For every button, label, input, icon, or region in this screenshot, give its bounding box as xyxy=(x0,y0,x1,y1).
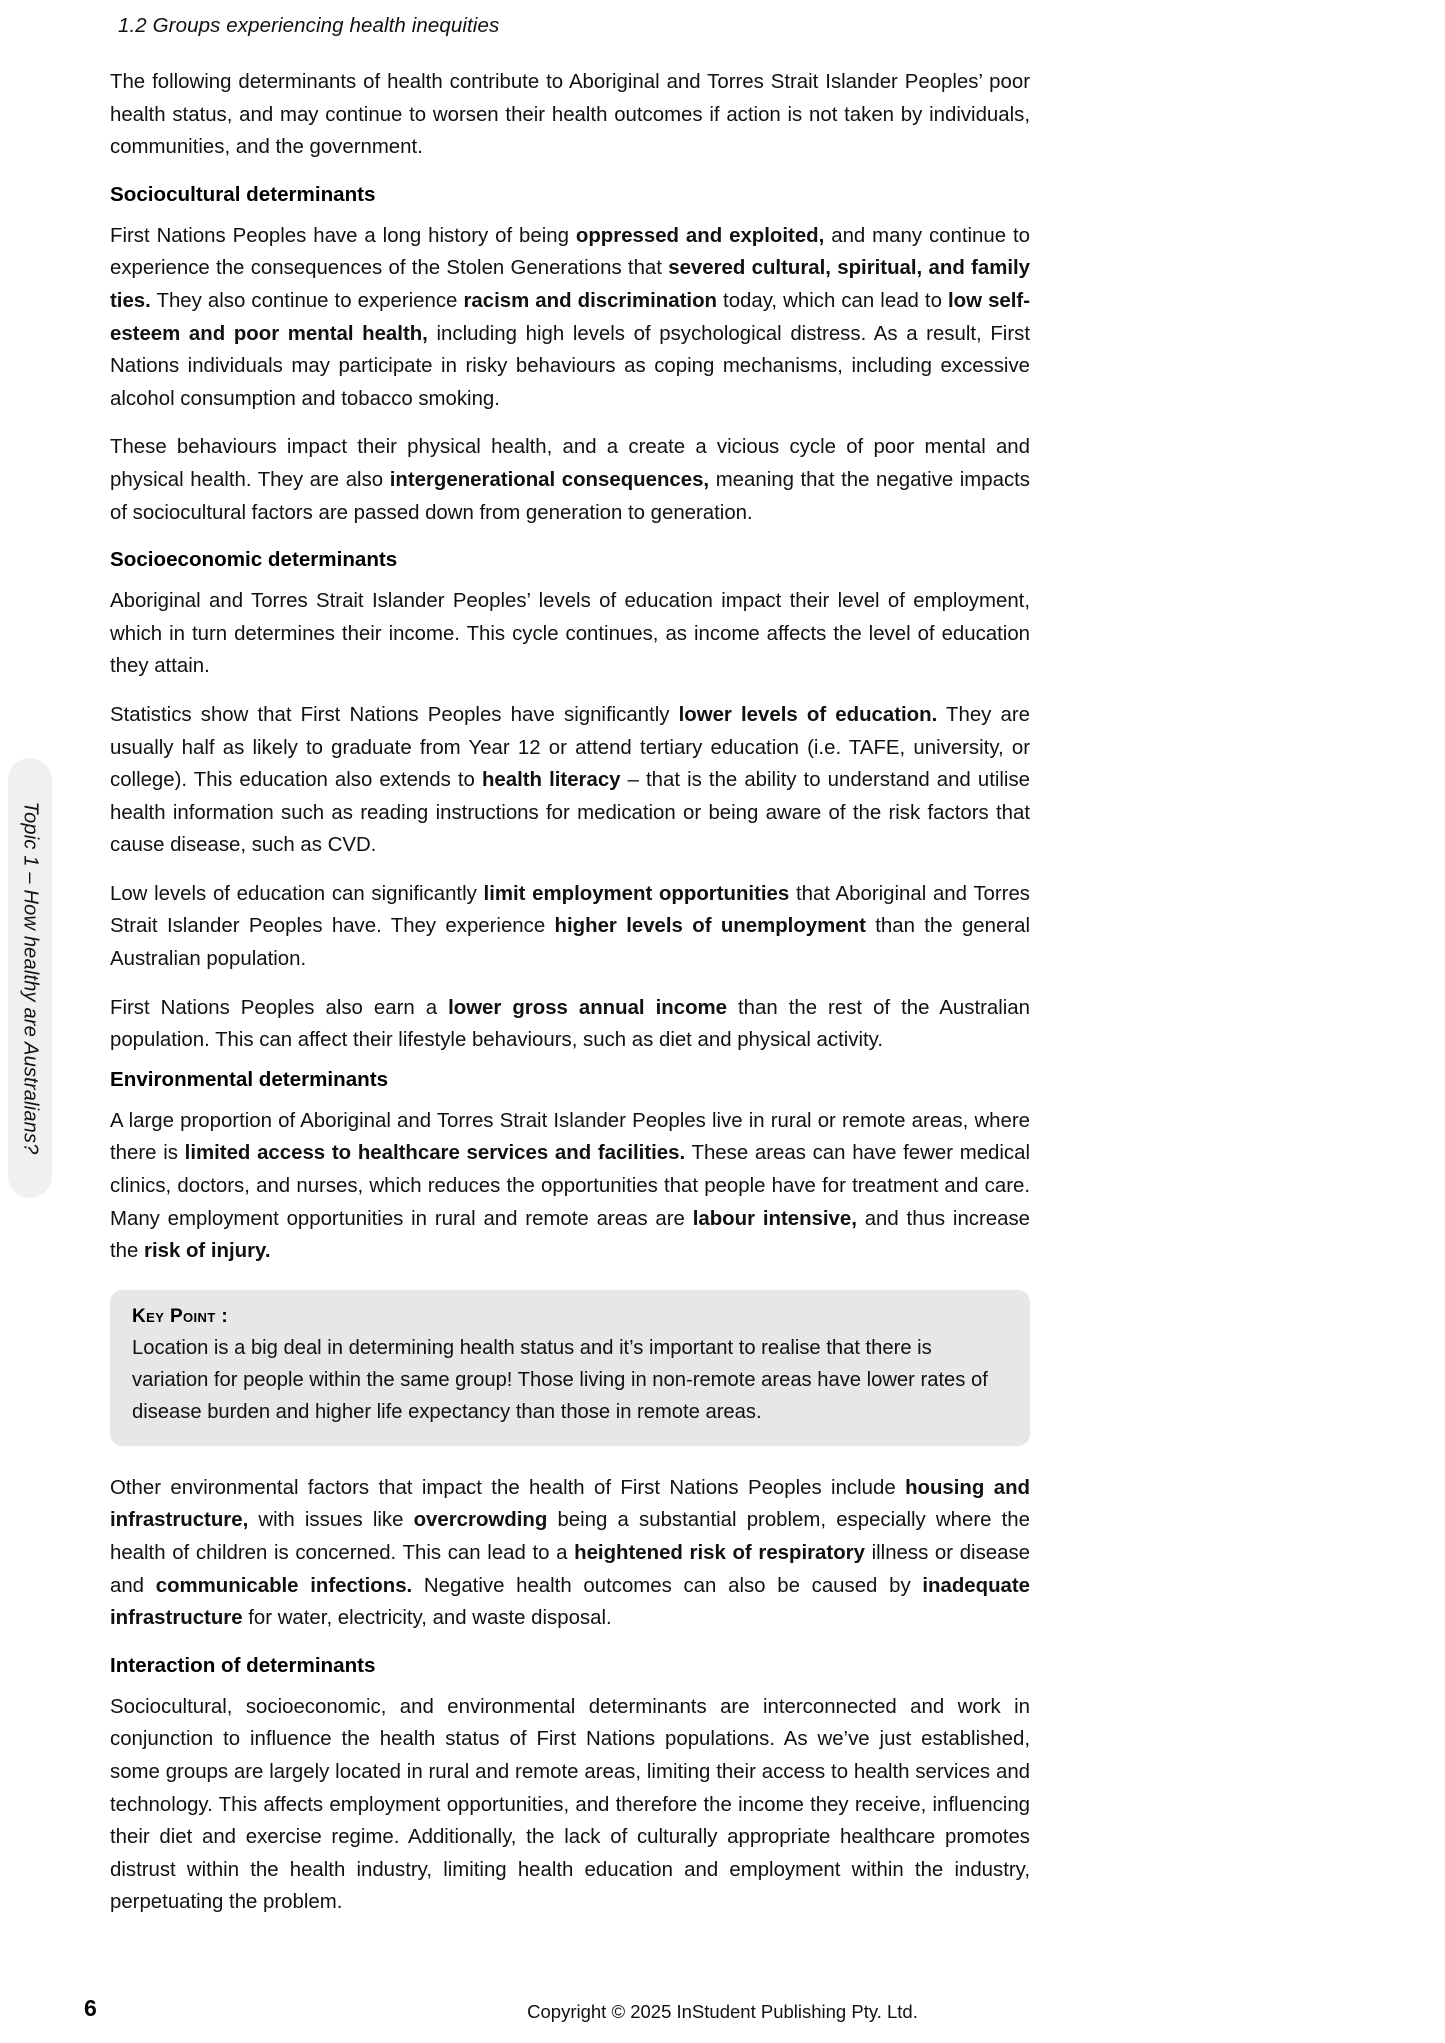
key-point-title: Key Point : xyxy=(132,1305,229,1327)
bold-run: intergenerational consequences, xyxy=(389,468,710,491)
heading-sociocultural-determinants: Sociocultural determinants xyxy=(110,182,376,206)
text-run: than the rest of the Australian population. This can affect their lifestyle behaviours, such as diet and physical activity. xyxy=(110,996,1030,1052)
socioeconomic-paragraph-2 xyxy=(110,699,1030,862)
text-run: Statistics show that First Nations Peoples have significantly xyxy=(110,703,679,726)
text-run: Other environmental factors that impact the health of First Nations Peoples include xyxy=(110,1476,906,1499)
text-run: and thus increase the xyxy=(110,1207,1030,1263)
footer-copyright: Copyright © 2025 InStudent Publishing Pty. Ltd. xyxy=(527,2001,918,2022)
environmental-paragraph-2 xyxy=(110,1472,1030,1635)
heading-interaction-of-determinants: Interaction of determinants xyxy=(110,1653,376,1677)
text-run: – that is the ability to understand and utilise health information such as reading instructions for medication or being aware of the risk factors that cause disease, such as CVD. xyxy=(110,769,1030,857)
topic-side-tab xyxy=(8,758,52,1198)
text-run: being a substantial problem, especially where the health of children is concerned. This can lead to a xyxy=(110,1509,1030,1564)
bold-run: oppressed and exploited, xyxy=(575,224,825,247)
text-run: than the general Australian population. xyxy=(110,915,1030,971)
heading-environmental-determinants: Environmental determinants xyxy=(110,1067,389,1091)
text-run: Aboriginal and Torres Strait Islander Peoples’ levels of education impact their level of employment, which in turn determines their income. This cycle continues, as income affects the level of education they attain. xyxy=(110,590,1030,678)
bold-run: heightened risk of respiratory xyxy=(574,1542,865,1564)
text-run: These areas can have fewer medical clinics, doctors, and nurses, which reduces the opportunities that people have for treatment and care. Many employment opportunities in rural and remote areas are xyxy=(110,1142,1030,1230)
bold-run: limit employment opportunities xyxy=(483,882,790,905)
text-run: that Aboriginal and Torres Strait Islander Peoples have. They experience xyxy=(110,882,1030,938)
bold-run: lower gross annual income xyxy=(448,996,727,1019)
bold-run: overcrowding xyxy=(413,1509,548,1532)
bold-run: communicable infections. xyxy=(155,1574,413,1597)
interaction-paragraph-1 xyxy=(110,1691,1030,1919)
page-content xyxy=(110,66,1030,1935)
text-run: They are usually half as likely to graduate from Year 12 or attend tertiary education (i.e. TAFE, university, or college). This education also extends to xyxy=(110,703,1031,792)
socioeconomic-paragraph-1 xyxy=(110,585,1030,683)
text-run: for water, electricity, and waste disposal. xyxy=(242,1607,612,1630)
bold-run: low self-esteem and poor mental health, xyxy=(110,289,1030,345)
bold-run: labour intensive, xyxy=(692,1207,857,1230)
bold-run: racism and discrimination xyxy=(463,289,717,312)
sociocultural-paragraph-1 xyxy=(110,220,1030,416)
text-run: including high levels of psychological distress. As a result, First Nations individuals may participate in risky behaviours as coping mechanisms, including excessive alcohol consumption and tobacco smoking. xyxy=(110,322,1030,410)
text-run: First Nations Peoples also earn a xyxy=(110,996,449,1019)
bold-run: inadequate infrastructure xyxy=(110,1574,1031,1630)
bold-run: lower levels of education. xyxy=(678,703,938,726)
socioeconomic-paragraph-3 xyxy=(110,878,1030,976)
environmental-paragraph-1 xyxy=(110,1105,1030,1268)
heading-socioeconomic-determinants: Socioeconomic determinants xyxy=(110,548,398,572)
text-run: First Nations Peoples have a long history of being xyxy=(110,224,576,247)
text-run: and many continue to experience the consequences of the Stolen Generations that xyxy=(110,224,1030,280)
topic-side-tab-label: Topic 1 – How healthy are Australians? xyxy=(19,801,42,1155)
socioeconomic-paragraph-4 xyxy=(110,992,1030,1057)
text-run: meaning that the negative impacts of sociocultural factors are passed down from generation to generation. xyxy=(110,468,1031,524)
text-run: Negative health outcomes can also be caused by xyxy=(412,1574,923,1597)
text-run: A large proportion of Aboriginal and Torres Strait Islander Peoples live in rural or remote areas, where there is xyxy=(110,1109,1030,1165)
text-run: They also continue to experience xyxy=(150,289,464,312)
footer-page-number: 6 xyxy=(84,1995,97,2021)
running-header: 1.2 Groups experiencing health inequities xyxy=(118,14,500,37)
bold-run: health literacy xyxy=(481,769,621,792)
bold-run: housing and infrastructure, xyxy=(110,1476,1030,1532)
key-point-callout xyxy=(110,1290,1030,1446)
bold-run: severed cultural, spiritual, and family ties. xyxy=(110,257,1031,312)
intro-paragraph xyxy=(110,66,1030,164)
text-run: These behaviours impact their physical health, and a create a vicious cycle of poor mental and physical health. They are also xyxy=(110,436,1030,491)
text-run: illness or disease and xyxy=(110,1542,1030,1597)
bold-run: risk of injury. xyxy=(144,1240,271,1263)
text-run: Low levels of education can significantly xyxy=(110,882,484,905)
text-run: today, which can lead to xyxy=(716,289,949,312)
bold-run: higher levels of unemployment xyxy=(554,915,866,938)
sociocultural-paragraph-2 xyxy=(110,431,1030,529)
intro-text: The following determinants of health contribute to Aboriginal and Torres Strait Islander Peoples’ poor health status, and may continue to worsen their health outcomes if action is not taken by individuals, communities, and the government. xyxy=(110,71,1030,159)
key-point-body: Location is a big deal in determining health status and it’s important to realise that there is variation for people within the same group! Those living in non-remote areas have lower rates of disease burden and higher life expectancy than those in remote areas. xyxy=(132,1336,988,1423)
bold-run: limited access to healthcare services and facilities. xyxy=(184,1142,686,1165)
text-run: with issues like xyxy=(248,1509,414,1532)
text-run: Sociocultural, socioeconomic, and environmental determinants are interconnected and work in conjunction to influence the health status of First Nations populations. As we’ve just established, some groups are largely located in rural and remote areas, limiting their access to health services and technology. This affects employment opportunities, and therefore the income they receive, influencing their diet and exercise regime. Additionally, the lack of culturally appropriate healthcare promotes distrust within the health industry, limiting health education and employment within the industry, perpetuating the problem. xyxy=(110,1695,1030,1914)
